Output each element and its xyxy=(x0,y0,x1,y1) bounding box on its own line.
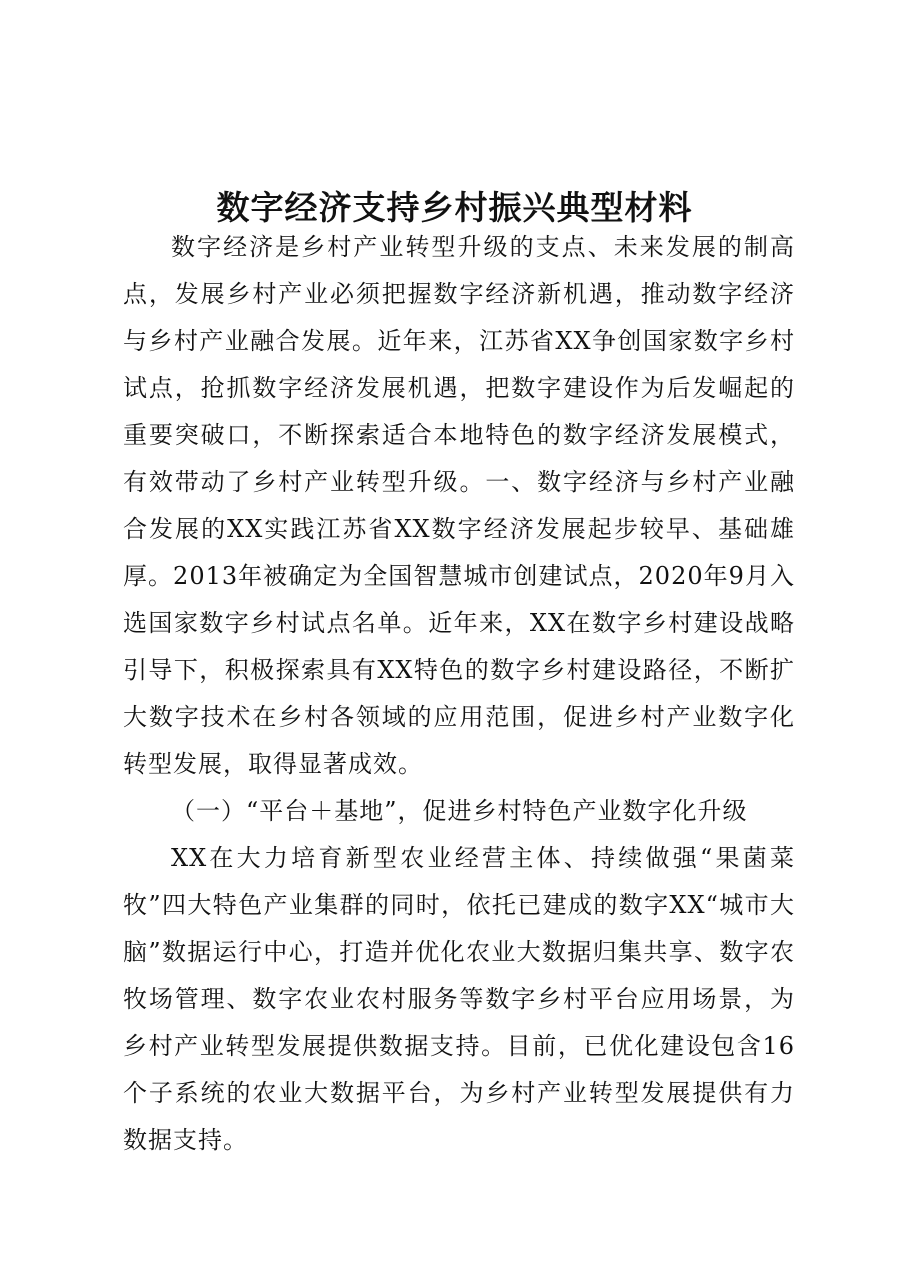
document-body xyxy=(123,224,795,1164)
document-title: 数字经济支持乡村振兴典型材料 xyxy=(216,188,693,228)
paragraph-intro: 数字经济是乡村产业转型升级的支点、未来发展的制高点，发展乡村产业必须把握数字经济新机遇，推动数字经济与乡村产业融合发展。近年来，江苏省XX争创国家数字乡村试点，抢抓数字经济发展机遇，把数字建设作为后发崛起的重要突破口，不断探索适合本地特色的数字经济发展模式，有效带动了乡村产业转型升级。一、数字经济与乡村产业融合发展的XX实践江苏省XX数字经济发展起步较早、基础雄厚。2013年被确定为全国智慧城市创建试点，2020年9月入选国家数字乡村试点名单。近年来，XX在数字乡村建设战略引导下，积极探索具有XX特色的数字乡村建设路径，不断扩大数字技术在乡村各领域的应用范围，促进乡村产业数字化转型发展，取得显著成效。 xyxy=(123,233,795,778)
section-heading: （一）“平台＋基地”，促进乡村特色产业数字化升级 xyxy=(171,797,748,825)
paragraph-platform: XX在大力培育新型农业经营主体、持续做强“果菌菜牧”四大特色产业集群的同时，依托已建成的数字XX“城市大脑”数据运行中心，打造并优化农业大数据归集共享、数字农牧场管理、数字农业农村服务等数字乡村平台应用场景，为乡村产业转型发展提供数据支持。目前，已优化建设包含16个子系统的农业大数据平台，为乡村产业转型发展提供有力数据支持。 xyxy=(123,844,795,1154)
